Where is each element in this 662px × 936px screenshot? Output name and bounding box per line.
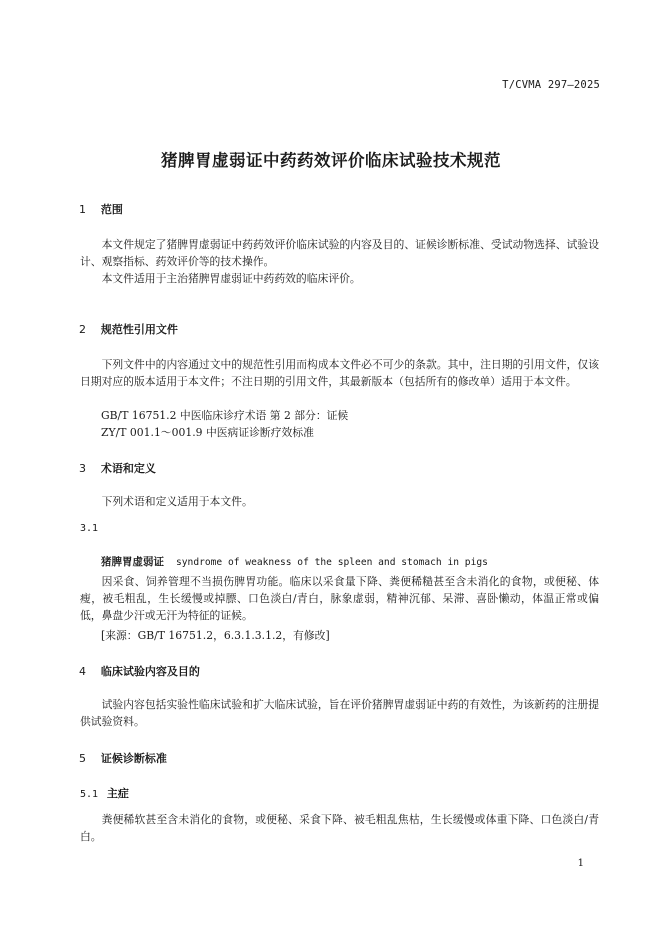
section-5-1-heading <box>80 785 129 801</box>
section-title: 证候诊断标准 <box>100 752 167 765</box>
section-number: 3 <box>79 462 86 475</box>
section-number: 4 <box>79 665 86 678</box>
section-5-heading <box>79 750 167 766</box>
term-definition: 因采食、饲养管理不当损伤脾胃功能。临床以采食量下降、粪便稀糙甚至含未消化的食物，或便秘、体瘦，被毛粗乱，生长缓慢或掉膘、口色淡白/青白，脉象虚弱，精神沉郁、呆滞、喜卧懒动，体温正常或偏低，鼻盘少汗或无汗为特征的证候。 <box>80 575 599 622</box>
section-title: 规范性引用文件 <box>100 323 178 336</box>
section-number: 5 <box>79 752 86 765</box>
section-3-heading <box>79 460 156 476</box>
section-4-paragraph-1: 试验内容包括实验性临床试验和扩大临床试验，旨在评价猪脾胃虚弱证中药的有效性，为该新药的注册提供试验资料。 <box>80 698 599 728</box>
section-5-1-paragraph-1: 粪便稀软甚至含未消化的食物，或便秘、采食下降、被毛粗乱焦枯，生长缓慢或体重下降、口色淡白/青白。 <box>80 813 599 843</box>
section-1-paragraph-2: 本文件适用于主治猪脾胃虚弱证中药药效的临床评价。 <box>101 272 361 285</box>
standard-code: T/CVMA 297—2025 <box>502 79 600 91</box>
section-2-heading <box>79 321 178 337</box>
subsection-number: 3.1 <box>80 523 99 534</box>
section-3-1-heading <box>80 521 98 534</box>
subsection-title: 主症 <box>106 787 129 800</box>
page-number: 1 <box>577 858 584 869</box>
section-title: 临床试验内容及目的 <box>100 665 200 678</box>
section-title: 范围 <box>100 203 123 216</box>
section-number: 2 <box>79 323 86 336</box>
term-source: [来源：GB/T 16751.2，6.3.1.3.1.2，有修改] <box>101 629 330 642</box>
section-title: 术语和定义 <box>100 462 156 475</box>
subsection-number: 5.1 <box>80 789 99 800</box>
term-entry <box>101 554 488 569</box>
document-title: 猪脾胃虚弱证中药药效评价临床试验技术规范 <box>161 151 501 170</box>
section-3-paragraph-1: 下列术语和定义适用于本文件。 <box>101 495 253 508</box>
section-4-heading <box>79 663 200 679</box>
term-english: syndrome of weakness of the spleen and stomach in pigs <box>176 557 488 568</box>
term-chinese: 猪脾胃虚弱证 <box>101 556 164 568</box>
section-2-paragraph-1: 下列文件中的内容通过文中的规范性引用而构成本文件必不可少的条款。其中，注日期的引用文件，仅该日期对应的版本适用于本文件；不注日期的引用文件，其最新版本（包括所有的修改单）适用于本文件。 <box>80 358 599 388</box>
section-1-heading <box>79 201 123 217</box>
section-number: 1 <box>79 203 86 216</box>
reference-1: GB/T 16751.2 中医临床诊疗术语 第 2 部分：证候 <box>101 409 349 422</box>
reference-2: ZY/T 001.1～001.9 中医病证诊断疗效标准 <box>101 426 314 439</box>
section-1-paragraph-1: 本文件规定了猪脾胃虚弱证中药药效评价临床试验的内容及目的、证候诊断标准、受试动物选择、试验设计、观察指标、药效评价等的技术操作。 <box>80 238 599 268</box>
